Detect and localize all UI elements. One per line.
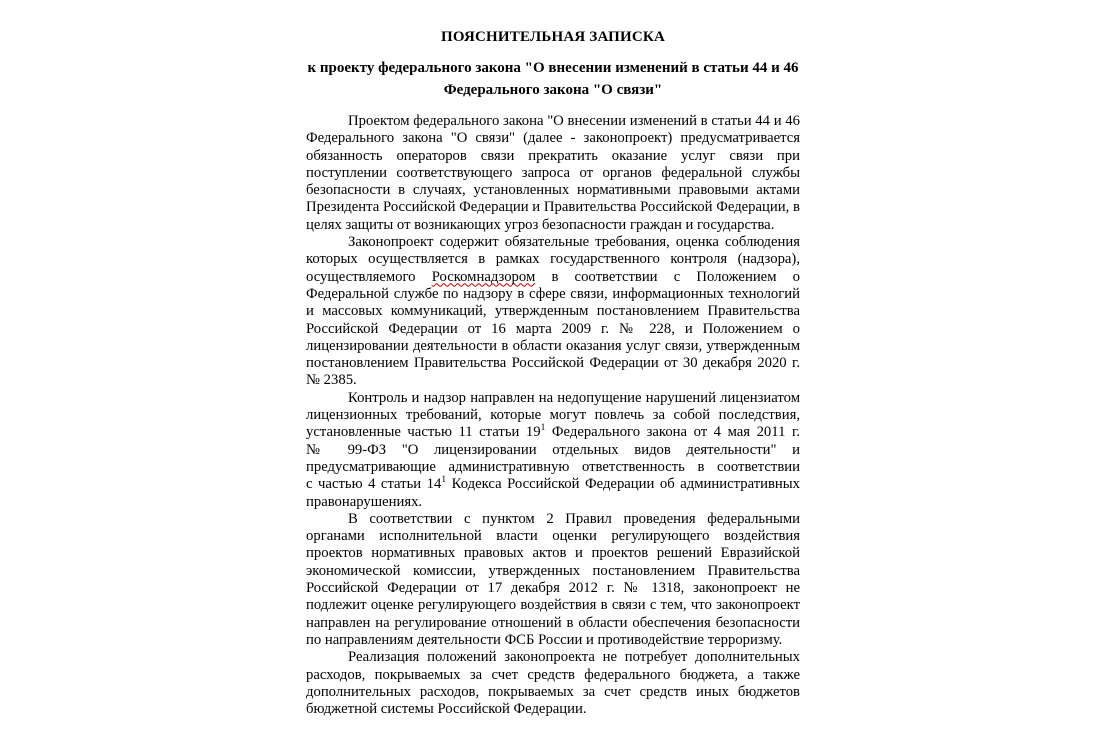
document-page [306,28,800,718]
text-run: в соответствии с Положением о Федеральной службе по надзору в сфере связи, информационных технологий и массовых коммуникаций, утвержденным постановлением Правительства Российской Федерации от 16 марта 2009 г. № 228, и Положением о лицензировании деятельности в области оказания услуг связи, утвержденным постановлением Правительства Российской Федерации от 30 декабря 2020 г. № 2385. [306,268,801,389]
text-run: Контроль и надзор направлен на недопущение нарушений лицензиатом лицензионных требований, которые могут повлечь за собой последствия, установленные частью 11 статьи 19 [306,389,800,441]
paragraph [306,234,800,390]
text-run: Законопроект содержит обязательные требования, оценка соблюдения которых осуществляется в рамках государственного контроля (надзора), осуществляемого [306,234,800,285]
text-run: В соответствии с пунктом 2 Правил проведения федеральными органами исполнительной власти оценки регулирующего воздействия проектов нормативных правовых актов и проектов решений Евразийской экономической комиссии, утвержденных постановлением Правительства Российской Федерации от 17 декабря 2012 г. № 1318, законопроект не подлежит оценке регулирующего воздействия в связи с тем, что законопроект направлен на регулирование отношений в области обеспечения безопасности по направлениям деятельности ФСБ России и противодействие терроризму. [306,510,800,648]
paragraph [306,113,800,234]
paragraph [306,649,800,718]
text-run: Кодекса Российской Федерации об административных правонарушениях. [306,476,800,510]
text-run: Федерального закона от 4 мая 2011 г. № 99-ФЗ "О лицензировании отдельных видов деятельности" и предусматривающие административную ответственность в соответствии с частью 4 статьи 14 [306,424,800,493]
document-body [306,113,800,718]
document-title: ПОЯСНИТЕЛЬНАЯ ЗАПИСКА [440,29,666,45]
paragraph [306,390,800,511]
document-subtitle: к проекту федерального закона "О внесении изменений в статьи 44 и 46 Федерального закона "О связи" [307,60,799,98]
spellcheck-word: Роскомнадзором [431,268,536,285]
paragraph [306,511,800,649]
footnote-superscript: 1 [540,423,546,434]
footnote-superscript: 1 [441,475,447,486]
text-run: Проектом федерального закона "О внесении изменений в статьи 44 и 46 Федерального закона "О связи" (далее - законопроект) предусматривается обязанность операторов связи прекратить оказание услуг связи при поступлении соответствующего запроса от органов федеральной службы безопасности в случаях, установленных нормативными правовыми актами Президента Российской Федерации и Правительства Российской Федерации, в целях защиты от возникающих угроз безопасности граждан и государства. [306,113,800,233]
text-run: Реализация положений законопроекта не потребует дополнительных расходов, покрываемых за счет средств федерального бюджета, а также дополнительных расходов, покрываемых за счет средств иных бюджетов бюджетной системы Российской Федерации. [306,649,800,718]
